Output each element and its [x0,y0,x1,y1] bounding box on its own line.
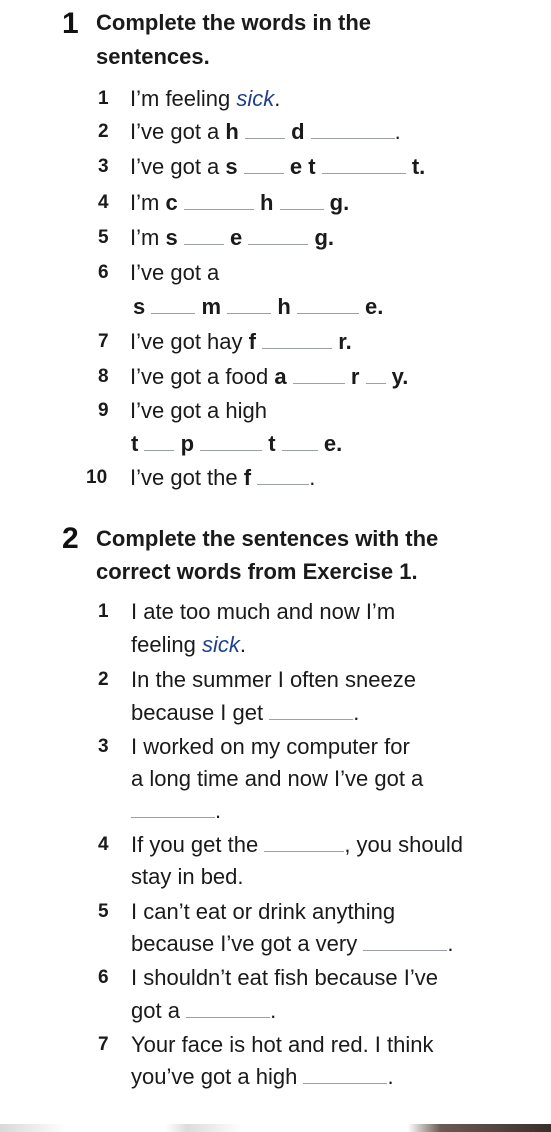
ex1-item-3-letter: e t [289,154,316,179]
ex2-item-2-end: . [353,700,360,725]
ex2-item-3-end: . [215,798,222,823]
ex1-item-1 [130,86,280,112]
answer-blank[interactable] [363,932,447,951]
ex1-item-4-letter: h [259,190,274,215]
ex1-item-6-letter: s [133,294,146,319]
ex1-item-5 [130,225,334,251]
ex1-item-9-letter: e. [323,431,343,456]
exercise-1-number: 1 [62,7,79,40]
ex2-item-1-answer: sick [201,632,240,657]
answer-blank[interactable] [264,833,344,852]
ex2-item-4-end: , you should [344,832,463,857]
ex1-item-7-letter: r. [338,329,352,354]
ex1-item-4-text: I’m [130,190,166,215]
ex1-item-5-letter: s [165,225,178,250]
ex1-item-number: 10 [86,467,108,488]
ex1-item-10-end: . [309,465,316,490]
ex1-item-8-letter: r [350,364,360,389]
ex2-item-5-line2 [131,931,454,957]
ex2-item-2-line1: In the summer I often sneeze [131,667,416,692]
ex2-item-number: 7 [98,1034,109,1055]
letter-blank[interactable] [262,330,332,349]
letter-blank[interactable] [200,432,262,451]
ex1-item-number: 3 [98,156,109,177]
ex2-item-7-end: . [387,1064,394,1089]
ex1-item-6-line2 [133,294,383,320]
ex1-item-8 [130,364,408,390]
ex1-item-number: 2 [98,121,109,142]
ex1-item-3-text: I’ve got a [130,154,226,179]
letter-blank[interactable] [322,155,406,174]
letter-blank[interactable] [184,226,224,245]
ex1-item-number: 7 [98,331,109,352]
ex2-item-4-line2: stay in bed. [131,864,244,889]
ex2-item-number: 4 [98,834,109,855]
ex1-item-8-text: I’ve got a food [130,364,275,389]
ex2-item-5-text: because I’ve got a very [131,931,358,956]
ex2-item-2-text: because I get [131,700,264,725]
ex1-item-2-end: . [394,119,401,144]
ex1-item-2 [130,119,401,145]
letter-blank[interactable] [293,365,345,384]
answer-blank[interactable] [131,799,215,818]
ex1-item-8-letter: y. [391,364,409,389]
ex1-item-number: 5 [98,227,109,248]
letter-blank[interactable] [144,432,174,451]
ex1-item-8-letter: a [274,364,287,389]
ex1-item-number: 1 [98,88,109,109]
ex1-item-6-letter: m [201,294,222,319]
ex2-item-7-line2 [131,1064,394,1090]
letter-blank[interactable] [257,466,309,485]
ex1-item-number: 9 [98,400,109,421]
ex2-item-6-text: got a [131,998,180,1023]
ex2-item-5-line1: I can’t eat or drink anything [131,899,396,924]
ex1-item-10-text: I’ve got the [130,465,244,490]
ex2-item-6-end: . [270,998,277,1023]
ex1-item-7-text: I’ve got hay [130,329,249,354]
ex2-item-5-end: . [447,931,454,956]
ex1-item-3-letter: s [225,154,238,179]
ex1-item-2-text: I’ve got a [130,119,226,144]
ex2-item-7-text: you’ve got a high [131,1064,298,1089]
ex2-item-6-line1: I shouldn’t eat fish because I’ve [131,965,438,990]
letter-blank[interactable] [151,295,195,314]
ex1-item-9-letter: p [180,431,195,456]
exercise-2-number: 2 [62,522,79,555]
letter-blank[interactable] [184,191,254,210]
ex2-item-3-line3 [131,798,221,824]
answer-blank[interactable] [303,1065,387,1084]
letter-blank[interactable] [282,432,318,451]
ex1-item-5-text: I’m [130,225,166,250]
letter-blank[interactable] [280,191,324,210]
photo-edge-strip [0,1124,551,1132]
ex1-item-4 [130,190,349,216]
ex1-item-6-letter: e. [365,294,384,319]
ex1-item-7 [130,329,352,355]
ex1-item-3 [130,154,425,180]
ex1-item-number: 6 [98,262,109,283]
letter-blank[interactable] [366,365,386,384]
ex1-item-7-letter: f [248,329,256,354]
ex2-item-3-line2: a long time and now I’ve got a [131,766,424,791]
letter-blank[interactable] [297,295,359,314]
ex1-item-4-letter: g. [329,190,350,215]
exercise-2-title-line1: Complete the sentences with the [96,526,439,551]
ex2-item-4-text: If you get the [131,832,259,857]
ex2-item-1-line1: I ate too much and now I’m [131,599,396,624]
ex2-item-1-end: . [239,632,246,657]
ex1-item-1-text: I’m feeling [130,86,237,111]
ex1-item-9-letter: t [268,431,276,456]
exercise-2-title-line2: correct words from Exercise 1. [96,559,418,584]
ex2-item-1-text: feeling [131,632,202,657]
exercise-1-title-line2: sentences. [96,44,210,69]
ex1-item-2-letter: d [291,119,305,144]
answer-blank[interactable] [269,701,353,720]
answer-blank[interactable] [186,999,270,1018]
ex1-item-5-letter: g. [314,225,335,250]
ex1-item-9-letter: t [131,431,139,456]
exercise-1-title-line1: Complete the words in the [96,10,372,35]
letter-blank[interactable] [248,226,308,245]
ex1-item-10 [130,465,315,491]
letter-blank[interactable] [311,120,395,139]
ex1-item-1-answer: sick [236,86,275,111]
ex2-item-7-line1: Your face is hot and red. I think [131,1032,434,1057]
ex1-item-number: 4 [98,192,109,213]
ex2-item-6-line2 [131,998,276,1024]
ex1-item-6-line1: I’ve got a [130,260,220,285]
ex1-item-3-letter: t. [411,154,426,179]
ex1-item-9-line1: I’ve got a high [130,398,267,423]
ex2-item-1-line2 [131,632,246,658]
ex2-item-number: 1 [98,601,109,622]
ex1-item-1-end: . [274,86,281,111]
ex1-item-4-letter: c [165,190,178,215]
ex2-item-2-line2 [131,700,359,726]
ex1-item-5-letter: e [229,225,243,250]
ex1-item-9-line2 [131,431,342,457]
ex2-item-3-line1: I worked on my computer for [131,734,410,759]
ex2-item-4-line1 [131,832,463,858]
letter-blank[interactable] [227,295,271,314]
ex1-item-2-letter: h [225,119,239,144]
ex2-item-number: 6 [98,967,109,988]
ex2-item-number: 5 [98,901,109,922]
ex1-item-number: 8 [98,366,109,387]
letter-blank[interactable] [245,120,285,139]
letter-blank[interactable] [244,155,284,174]
ex1-item-6-letter: h [277,294,291,319]
ex2-item-number: 3 [98,736,109,757]
ex2-item-number: 2 [98,669,109,690]
ex1-item-10-letter: f [243,465,252,490]
